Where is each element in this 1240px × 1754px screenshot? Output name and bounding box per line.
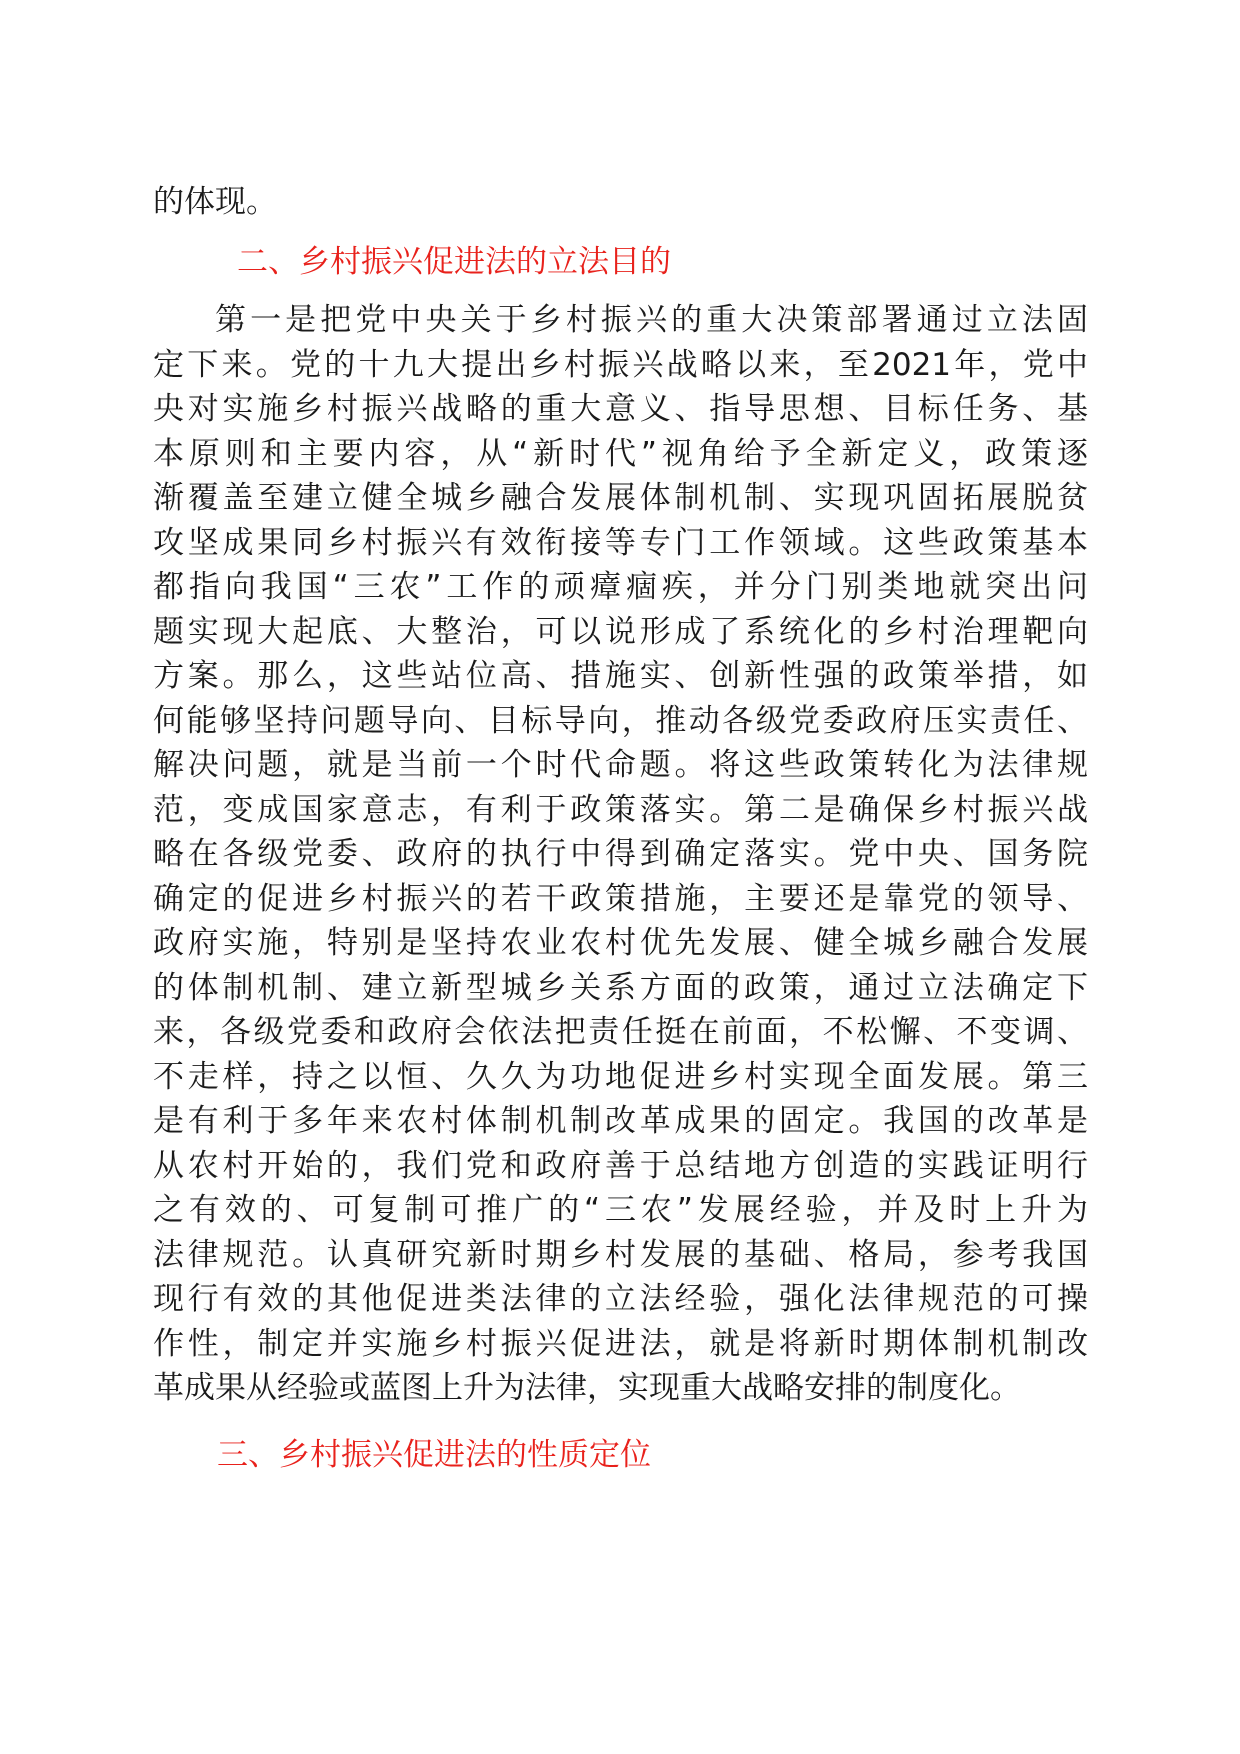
paragraph-line: 略在各级党委、政府的执行中得到确定落实。党中央、国务院 — [153, 836, 1088, 872]
paragraph-line: 方案。那么，这些站位高、措施实、创新性强的政策举措，如 — [153, 658, 1088, 694]
paragraph-line: 解决问题，就是当前一个时代命题。将这些政策转化为法律规 — [153, 747, 1088, 783]
paragraph-line: 何能够坚持问题导向、目标导向，推动各级党委政府压实责任、 — [153, 702, 1088, 739]
paragraph-line: 攻坚成果同乡村振兴有效衔接等专门工作领域。这些政策基本 — [153, 524, 1088, 561]
section-heading-legislative-purpose: 二、乡村振兴促进法的立法目的 — [237, 243, 671, 280]
paragraph-line: 渐覆盖至建立健全城乡融合发展体制机制、实现巩固拓展脱贫 — [153, 480, 1088, 516]
paragraph-line: 政府实施，特别是坚持农业农村优先发展、健全城乡融合发展 — [153, 925, 1088, 961]
paragraph-line: 是有利于多年来农村体制机制改革成果的固定。我国的改革是 — [153, 1103, 1088, 1139]
paragraph-line: 的体制机制、建立新型城乡关系方面的政策，通过立法确定下 — [153, 969, 1088, 1006]
paragraph-line: 现行有效的其他促进类法律的立法经验，强化法律规范的可操 — [153, 1281, 1088, 1317]
paragraph-line: 央对实施乡村振兴战略的重大意义、指导思想、目标任务、基 — [153, 391, 1088, 427]
paragraph-line: 定下来。党的十九大提出乡村振兴战略以来，至2021年，党中 — [153, 346, 1088, 383]
document-page — [153, 180, 1088, 1477]
paragraph-line: 都指向我国“三农”工作的顽瘴痼疾，并分门别类地就突出问 — [153, 569, 1088, 605]
section-body-legislative-purpose — [153, 298, 1088, 1411]
paragraph-line: 第一是把党中央关于乡村振兴的重大决策部署通过立法固 — [215, 302, 1088, 338]
paragraph-line: 法律规范。认真研究新时期乡村发展的基础、格局，参考我国 — [153, 1236, 1088, 1273]
paragraph-line: 之有效的、可复制可推广的“三农”发展经验，并及时上升为 — [153, 1192, 1088, 1228]
section-heading-nature-positioning: 三、乡村振兴促进法的性质定位 — [217, 1436, 651, 1473]
paragraph-line: 从农村开始的，我们党和政府善于总结地方创造的实践证明行 — [153, 1147, 1088, 1184]
paragraph-line: 本原则和主要内容，从“新时代”视角给予全新定义，政策逐 — [153, 435, 1088, 472]
paragraph-line: 作性，制定并实施乡村振兴促进法，就是将新时期体制机制改 — [153, 1325, 1088, 1362]
paragraph-line: 革成果从经验或蓝图上升为法律，实现重大战略安排的制度化。 — [153, 1370, 1021, 1406]
paragraph-line: 不走样，持之以恒、久久为功地促进乡村实现全面发展。第三 — [153, 1058, 1088, 1095]
paragraph-line: 题实现大起底、大整治，可以说形成了系统化的乡村治理靶向 — [153, 613, 1088, 650]
intro-line: 的体现。 — [153, 184, 277, 220]
paragraph-line: 范，变成国家意志，有利于政策落实。第二是确保乡村振兴战 — [153, 791, 1088, 828]
paragraph-line: 确定的促进乡村振兴的若干政策措施，主要还是靠党的领导、 — [153, 880, 1088, 917]
paragraph-line: 来，各级党委和政府会依法把责任挺在前面，不松懈、不变调、 — [153, 1014, 1088, 1050]
